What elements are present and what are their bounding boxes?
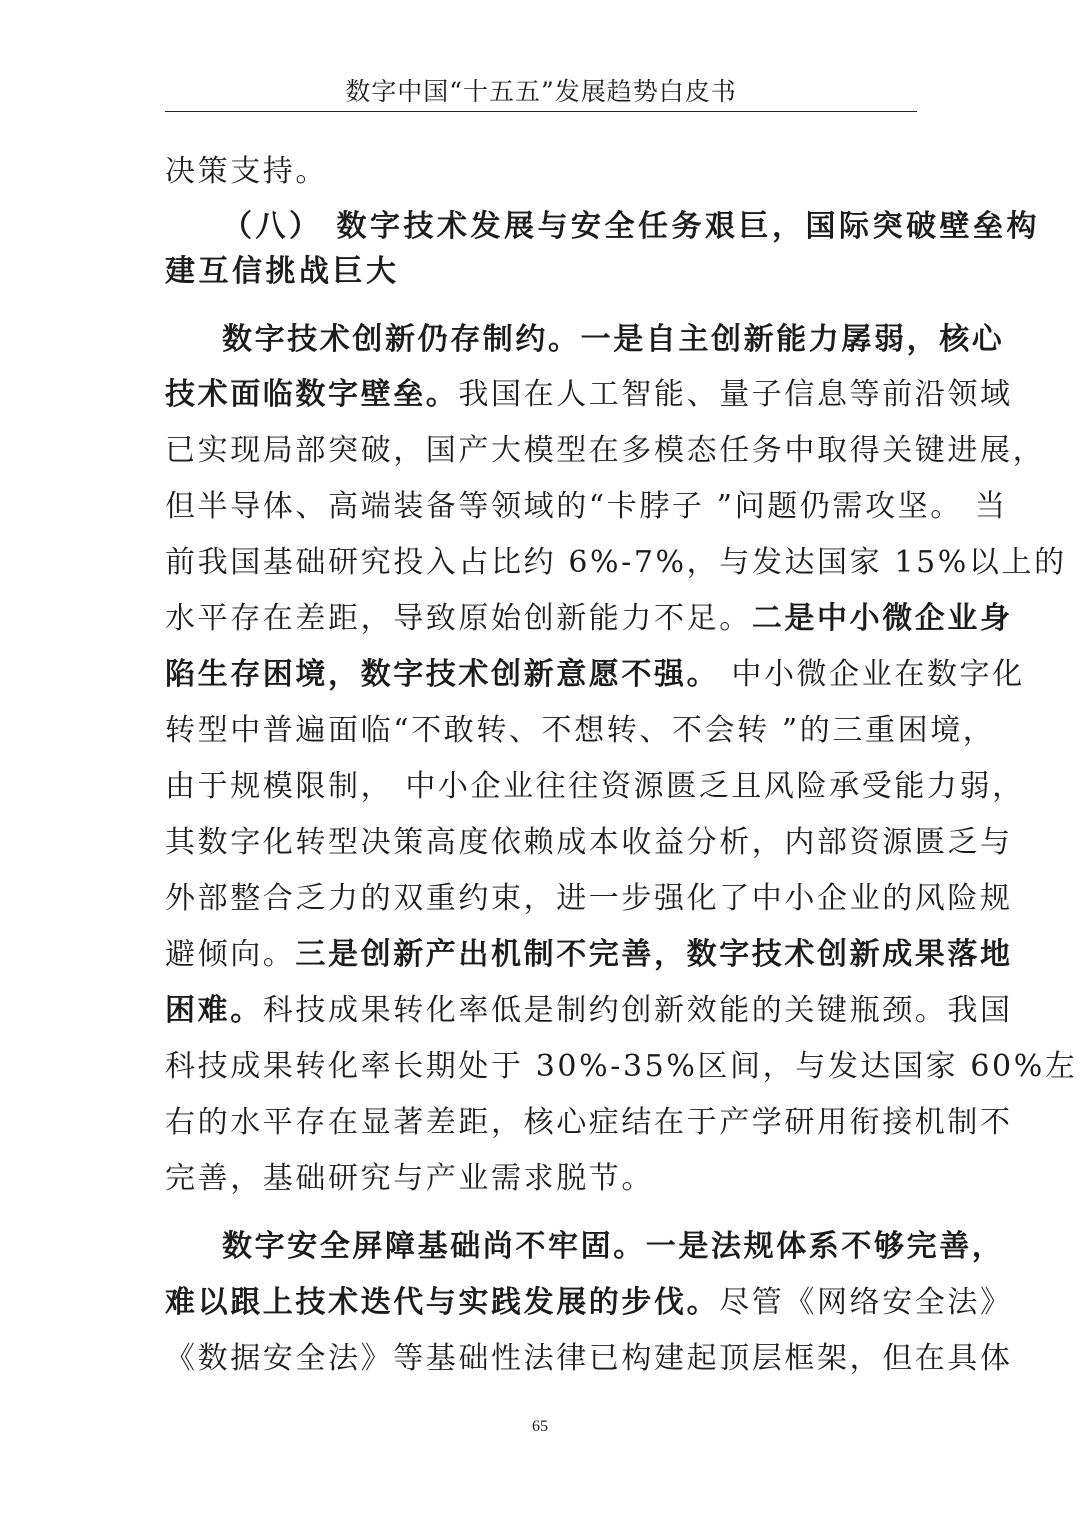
body-text: 科技成果转化率低是制约创新效能的关键瓶颈。我国 — [262, 993, 1013, 1028]
body-text: 外部整合乏力的双重约束，进一步强化了中小企业的风险规 — [165, 881, 1013, 916]
body-text: 避倾向。 — [165, 937, 296, 972]
section-heading — [165, 252, 940, 292]
body-text: 已实现局部突破，国产大模型在多模态任务中取得关键进展， — [165, 433, 1046, 468]
body-line — [222, 320, 1005, 360]
section-heading-text: 建互信挑战巨大 — [165, 254, 400, 289]
section-heading-text: （八） 数字技术发展与安全任务艰巨，国际突破壁垒构 — [222, 209, 1040, 244]
body-line — [165, 1283, 1013, 1323]
body-text: 决策支持。 — [165, 154, 328, 189]
body-text: 《数据安全法》等基础性法律已构建起顶层框架，但在具体 — [165, 1341, 1013, 1376]
bold-lead-text: 难以跟上技术迭代与实践发展的步伐。 — [165, 1285, 720, 1320]
body-text: 转型中普遍面临“不敢转、不想转、不会转 ”的三重困境， — [165, 713, 996, 748]
body-text: 水平存在差距，导致原始创新能力不足。 — [165, 601, 752, 636]
bold-lead-text: 三是创新产出机制不完善，数字技术创新成果落地 — [295, 937, 1013, 972]
body-line — [165, 711, 996, 751]
body-line — [165, 487, 1008, 527]
body-text: 中小微企业在数字化 — [719, 657, 1025, 692]
body-line — [165, 152, 940, 192]
body-line — [165, 375, 1013, 415]
body-line — [165, 879, 1013, 919]
bold-lead-text: 二是中小微企业身 — [751, 601, 1013, 636]
page-number: 65 — [532, 1418, 548, 1435]
body-text: 但半导体、高端装备等领域的“卡脖子 ”问题仍需攻坚。 当 — [165, 489, 1008, 524]
bold-lead-text: 数字技术创新仍存制约。一是自主创新能力孱弱，核心 — [222, 322, 1005, 357]
body-line — [165, 935, 1013, 975]
body-text: 科技成果转化率长期处于 30%-35%区间，与发达国家 60%左 — [165, 1049, 1078, 1084]
body-line — [165, 991, 1013, 1031]
body-text: 我国在人工智能、量子信息等前沿领域 — [458, 377, 1013, 412]
bold-lead-text: 数字安全屏障基础尚不牢固。一是法规体系不够完善， — [222, 1229, 1005, 1264]
body-line — [165, 1159, 940, 1199]
body-text: 右的水平存在显著差距，核心症结在于产学研用衔接机制不 — [165, 1105, 1013, 1140]
bold-lead-text: 陷生存困境，数字技术创新意愿不强。 — [165, 657, 720, 692]
section-heading — [222, 207, 1040, 247]
body-line — [165, 1047, 1078, 1087]
running-header: 数字中国“十五五”发展趋势白皮书 — [345, 77, 737, 106]
body-text: 由于规模限制， 中小企业往往资源匮乏且风险承受能力弱， — [165, 769, 1025, 804]
body-line — [165, 655, 1025, 695]
bold-lead-text: 困难。 — [165, 993, 263, 1028]
body-line — [165, 431, 1046, 471]
header-divider — [165, 111, 917, 112]
body-text: 尽管《网络安全法》 — [719, 1285, 1013, 1320]
bold-lead-text: 技术面临数字壁垒。 — [165, 377, 459, 412]
body-text: 前我国基础研究投入占比约 6%-7%，与发达国家 15%以上的 — [165, 545, 1067, 580]
body-line — [165, 767, 1025, 807]
body-text: 完善，基础研究与产业需求脱节。 — [165, 1161, 654, 1196]
body-line — [165, 1103, 1013, 1143]
body-line — [165, 823, 1013, 863]
body-line — [165, 599, 1013, 639]
body-line — [165, 1339, 1013, 1379]
body-text: 其数字化转型决策高度依赖成本收益分析，内部资源匮乏与 — [165, 825, 1013, 860]
body-line — [165, 543, 1067, 583]
body-line — [222, 1227, 1005, 1267]
